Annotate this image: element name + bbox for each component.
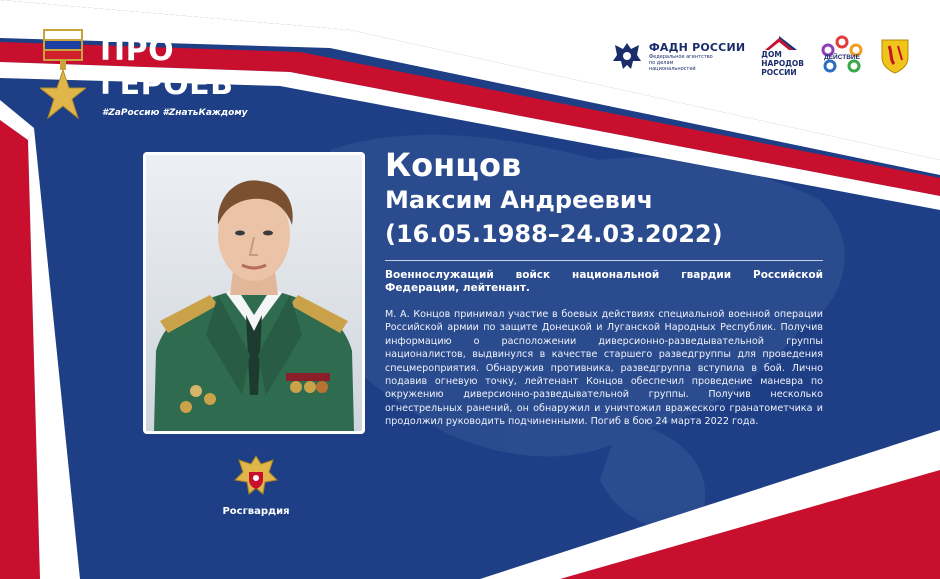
partner-deistvie <box>820 34 864 78</box>
hero-star-medal-icon <box>40 26 86 122</box>
partner-dom-narodov <box>761 36 804 77</box>
divider <box>385 260 823 261</box>
brand-hashtags: #ZaРоссию #ZнатьКаждому <box>102 108 248 118</box>
brand-title <box>100 34 233 102</box>
fadn-name: ФАДН РОССИИ <box>648 40 746 54</box>
deistvie-logo-icon <box>820 34 864 78</box>
hero-surname: Концов <box>385 146 522 184</box>
hero-biography: М. А. Концов принимал участие в боевых действиях специальной военной операции Российской армии по защите Донецкой и Луганской Народных Республик. Получив информацию о расположении диверсионно-разведывательной группы националистов, выдвинулся в качестве старшего разведгруппы для проведения спецмероприятия. Обнаружив противника, разведгруппа вступила в бой. Лично подавив огневую точку, лейтенант Концов обеспечил проведение маневра по окружению диверсионно-разведывательной группы. Получив несколько огнестрельных ранений, он обнаружил и уничтожил вражеского гранатометчика и продолжил руководить подчиненными. Погиб в бою 24 марта 2022 года. <box>385 309 823 428</box>
dom-line2: НАРОДОВ <box>761 58 804 68</box>
rosgvardia-emblem-icon <box>233 454 279 500</box>
hero-rank: Военнослужащий войск национальной гвардии Российской Федерации, лейтенант. <box>385 269 823 294</box>
brand-title-line2: ГЕРОЕВ <box>100 67 234 102</box>
deistvie-label: ДЕЙСТВИЕ <box>824 54 860 61</box>
kirov-coat-of-arms-icon <box>880 38 910 74</box>
brand-block <box>40 26 270 126</box>
unit-block <box>212 454 300 517</box>
partner-logos <box>611 30 910 82</box>
dom-line1: ДОМ <box>761 49 782 59</box>
hero-info <box>385 146 823 429</box>
unit-label: Росгвардия <box>222 506 290 517</box>
hero-dates: (16.05.1988–24.03.2022) <box>385 220 723 248</box>
portrait-image <box>146 155 362 431</box>
dom-line3: РОССИИ <box>761 67 797 77</box>
fadn-subtitle: Федеральное агентство по делам национальностей <box>648 53 713 72</box>
partner-fadn <box>611 39 745 73</box>
house-roof-icon <box>761 36 797 50</box>
hero-portrait <box>143 152 365 434</box>
hero-given-names: Максим Андреевич <box>385 186 654 214</box>
brand-title-line1: ПРО <box>100 33 175 68</box>
double-headed-eagle-icon <box>611 39 643 73</box>
